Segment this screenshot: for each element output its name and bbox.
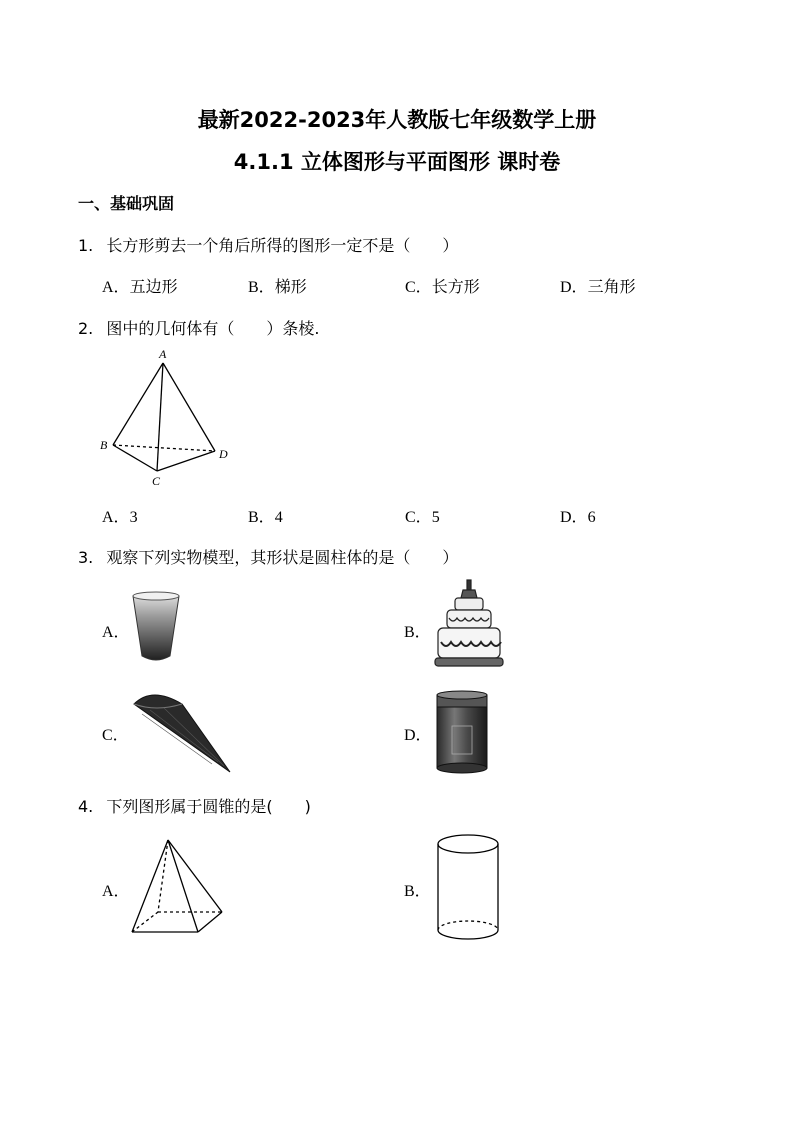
- cylinder-figure: [432, 832, 504, 944]
- page-subtitle: 4.1.1 立体图形与平面图形 课时卷: [233, 150, 561, 174]
- pyramid-figure: [128, 836, 228, 940]
- q4-option-b-label: B．: [404, 883, 431, 900]
- question-text: 观察下列实物模型，其形状是圆柱体的是（ ）: [106, 548, 459, 567]
- page-title: 最新2022-2023年人教版七年级数学上册: [197, 108, 597, 132]
- q1-option-d: D．三角形: [560, 277, 636, 296]
- q3-option-b-label: B．: [404, 624, 431, 641]
- question-text: 下列图形属于圆锥的是( ): [106, 797, 311, 816]
- glass-image: [130, 590, 182, 666]
- q2-option-d: D．6: [560, 509, 596, 526]
- vertex-label-b: B: [100, 438, 108, 452]
- q3-option-a-label: A．: [102, 624, 130, 641]
- cone-image: [130, 690, 234, 776]
- question-text: 图中的几何体有（ ）条棱.: [106, 319, 320, 338]
- q1-option-b: B．梯形: [248, 277, 307, 296]
- vertex-label-a: A: [159, 347, 167, 361]
- q2-option-b: B．4: [248, 509, 283, 526]
- q3-option-c-label: C．: [102, 727, 129, 744]
- q2-option-a: A．3: [102, 509, 138, 526]
- question-number: 1.: [78, 236, 94, 255]
- q3-option-d-label: D．: [404, 727, 432, 744]
- q4-option-a-label: A．: [102, 883, 130, 900]
- question-number: 2.: [78, 319, 94, 338]
- section-heading: 一、基础巩固: [78, 194, 175, 213]
- question-2: [78, 316, 319, 339]
- cylinder-can-image: [434, 690, 490, 774]
- tetrahedron-figure: [95, 345, 245, 490]
- question-1: [78, 233, 458, 256]
- question-3: [78, 545, 458, 568]
- vertex-label-d: D: [219, 447, 228, 461]
- question-4: [78, 794, 311, 817]
- q1-option-a: A．五边形: [102, 277, 178, 296]
- question-text: 长方形剪去一个角后所得的图形一定不是（ ）: [106, 236, 459, 255]
- question-number: 3.: [78, 548, 94, 567]
- q1-option-c: C．长方形: [405, 277, 480, 296]
- cake-image: [433, 578, 505, 673]
- question-number: 4.: [78, 797, 94, 816]
- q2-option-c: C．5: [405, 509, 440, 526]
- vertex-label-c: C: [152, 474, 161, 488]
